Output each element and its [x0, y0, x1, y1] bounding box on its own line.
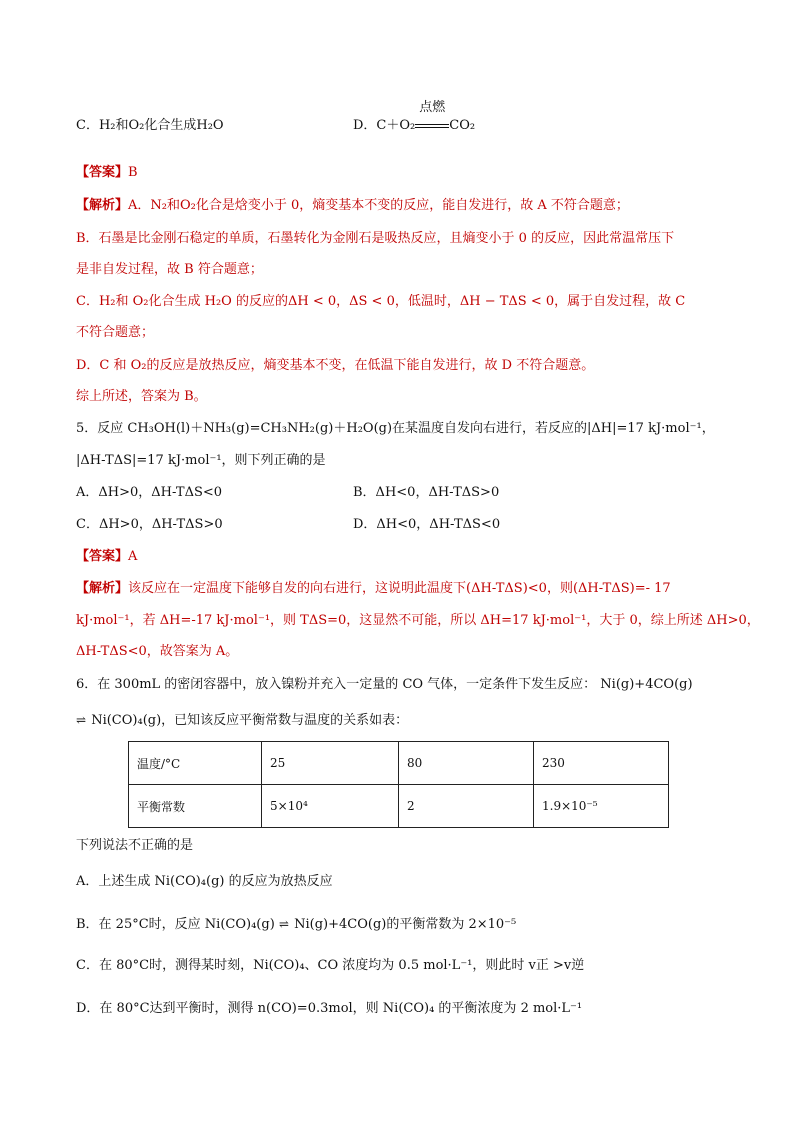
answer-value: B — [128, 165, 138, 180]
q4-option-d-prefix: D．C＋O₂ — [353, 118, 416, 133]
equilibrium-arrows-icon: ⇌ — [278, 917, 290, 931]
table-cell: 25 — [262, 742, 399, 785]
q5-option-c: C．ΔH>0，ΔH-TΔS>0 — [76, 517, 223, 532]
q5-stem-line-1: 5．反应 CH₃OH(l)＋NH₃(g)=CH₃NH₂(g)＋H₂O(g)在某温度自发向右进行，若反应的|ΔH|=17 kJ·mol⁻¹， — [76, 421, 715, 436]
equilibrium-constant-table — [128, 741, 669, 828]
table-cell: 温度/°C — [129, 742, 262, 785]
answer-label: 【答案】 — [76, 165, 129, 180]
q4-option-c: C．H₂和O₂化合生成H₂O — [76, 118, 224, 133]
q6-stem-text: Ni(CO)₄(g)，已知该反应平衡常数与温度的关系如表： — [91, 713, 409, 728]
q4-analysis-line-4: C．H₂和 O₂化合生成 H₂O 的反应的ΔH < 0，ΔS < 0，低温时，ΔH − TΔS < 0，属于自发过程，故 C — [76, 294, 686, 309]
q5-analysis-line-3: ΔH-TΔS<0，故答案为 A。 — [76, 644, 239, 659]
analysis-text: A．N₂和O₂化合是焓变小于 0，熵变基本不变的反应，能自发进行，故 A 不符合题意； — [128, 198, 629, 213]
q4-analysis-line-6: D．C 和 O₂的反应是放热反应，熵变基本不变，在低温下能自发进行，故 D 不符合题意。 — [76, 358, 595, 373]
table-cell: 平衡常数 — [129, 785, 262, 828]
table-cell: 5×10⁴ — [262, 785, 399, 828]
equilibrium-arrows-icon: ⇌ — [76, 713, 88, 727]
q5-option-d: D．ΔH<0，ΔH-TΔS<0 — [353, 517, 501, 532]
q6-option-b-suffix: Ni(g)+4CO(g)的平衡常数为 2×10⁻⁵ — [294, 917, 517, 932]
equals-bar — [415, 124, 449, 128]
answer-label: 【答案】 — [76, 549, 129, 564]
q4-option-d-suffix: CO₂ — [449, 118, 476, 133]
table-row — [129, 742, 669, 785]
table-cell: 230 — [534, 742, 669, 785]
q6-stem-line-2 — [76, 710, 408, 731]
q6-option-b — [76, 914, 516, 935]
q5-stem-line-2: |ΔH-TΔS|=17 kJ·mol⁻¹，则下列正确的是 — [76, 453, 326, 468]
table-cell: 1.9×10⁻⁵ — [534, 785, 669, 828]
table-cell: 80 — [399, 742, 534, 785]
q4-summary: 综上所述，答案为 B。 — [76, 389, 207, 404]
q6-option-d: D．在 80°C达到平衡时，测得 n(CO)=0.3mol，则 Ni(CO)₄ 的平衡浓度为 2 mol·L⁻¹ — [76, 1001, 583, 1016]
q6-option-b-prefix: B．在 25°C时，反应 Ni(CO)₄(g) — [76, 917, 275, 932]
table-row — [129, 785, 669, 828]
q6-option-a: A．上述生成 Ni(CO)₄(g) 的反应为放热反应 — [76, 874, 333, 889]
q4-option-d — [353, 100, 476, 136]
q5-analysis-line-1 — [76, 579, 671, 599]
analysis-text: 该反应在一定温度下能够自发的向右进行，这说明此温度下(ΔH-TΔS)<0，则(ΔH-TΔS)=- 17 — [128, 581, 671, 596]
q4-analysis-line-3: 是非自发过程，故 B 符合题意； — [76, 262, 263, 277]
q5-answer — [76, 547, 137, 567]
condition-label: 点燃 — [419, 100, 446, 115]
q5-option-b: B．ΔH<0，ΔH-TΔS>0 — [353, 485, 500, 500]
q6-question: 下列说法不正确的是 — [76, 838, 194, 853]
q4-analysis-line-5: 不符合题意； — [76, 325, 155, 340]
table-cell: 2 — [399, 785, 534, 828]
q4-answer — [76, 163, 138, 183]
q4-analysis-line-2: B．石墨是比金刚石稳定的单质，石墨转化为金刚石是吸热反应，且熵变小于 0 的反应，因此常温常压下 — [76, 231, 675, 246]
q5-analysis-line-2: kJ·mol⁻¹，若 ΔH=-17 kJ·mol⁻¹，则 TΔS=0，这显然不可能，所以 ΔH=17 kJ·mol⁻¹，大于 0，综上所述 ΔH>0， — [76, 613, 760, 628]
analysis-label: 【解析】 — [76, 198, 129, 213]
q5-option-a: A．ΔH>0，ΔH-TΔS<0 — [76, 485, 223, 500]
q4-analysis-line-1 — [76, 196, 629, 216]
answer-value: A — [128, 549, 138, 564]
q6-option-c: C．在 80°C时，测得某时刻，Ni(CO)₄、CO 浓度均为 0.5 mol·L⁻¹，则此时 v正 >v逆 — [76, 958, 585, 973]
analysis-label: 【解析】 — [76, 581, 129, 596]
q6-stem-line-1: 6．在 300mL 的密闭容器中，放入镍粉并充入一定量的 CO 气体，一定条件下发生反应： Ni(g)+4CO(g) — [76, 677, 693, 692]
reaction-condition — [415, 100, 449, 136]
